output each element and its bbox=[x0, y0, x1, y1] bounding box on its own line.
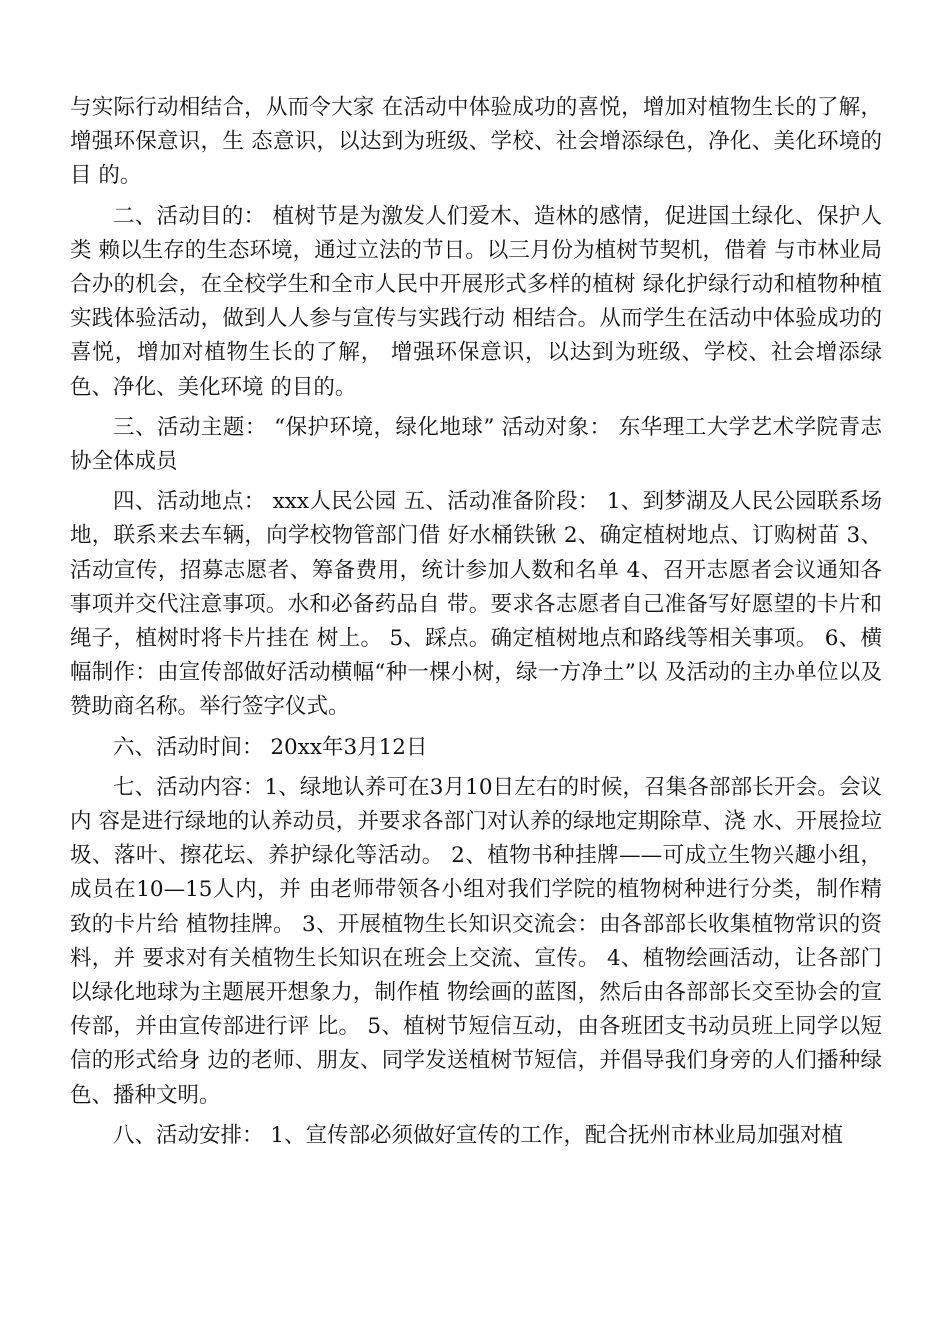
paragraph-activity-purpose: 二、活动目的： 植树节是为激发人们爱木、造林的感情，促进国土绿化、保护人类 赖以生存的生态环境，通过立法的节日。以三月份为植树节契机，借着 与市林业局合办的机会，在全校学生和全市人民中开展形式多样的植树 绿化护绿行动和植物种植实践体验活动，做到人人参与宣传与实践行动 相结合。从而学生在活动中体验成功的喜悦，增加对植物生长的了解， 增强环保意识，以达到为班级、学校、社会增添绿色、净化、美化环境 的目的。 bbox=[70, 203, 882, 400]
paragraph-activity-content: 七、活动内容：1、绿地认养可在3月10日左右的时候，召集各部部长开会。会议内 容是进行绿地的认养动员，并要求各部门对认养的绿地定期除草、浇 水、开展捡垃圾、落叶、擦花坛、养护绿化等活动。 2、植物书种挂牌——可成立生物兴趣小组，成员在10—15人内，并 由老师带领各小组对我们学院的植物树种进行分类，制作精致的卡片给 植物挂牌。 3、开展植物生长知识交流会：由各部部长收集植物常识的资料，并 要求对有关植物生长知识在班会上交流、宣传。 4、植物绘画活动，让各部门以绿化地球为主题展开想象力，制作植 物绘画的蓝图，然后由各部部长交至协会的宣传部，并由宣传部进行评 比。 5、植树节短信互动，由各班团支书动员班上同学以短信的形式给身 边的老师、朋友、同学发送植树节短信，并倡导我们身旁的人们播种绿 色、播种文明。 bbox=[70, 774, 882, 1108]
paragraph-activity-theme: 三、活动主题： “保护环境，绿化地球” 活动对象： 东华理工大学艺术学院青志协全体成员 bbox=[70, 414, 882, 475]
paragraph-intro-continuation: 与实际行动相结合，从而令大家 在活动中体验成功的喜悦，增加对植物生长的了解，增强环保意识，生 态意识，以达到为班级、学校、社会增添绿色，净化、美化环境的目 的。 bbox=[70, 95, 882, 189]
paragraph-activity-arrangement: 八、活动安排： 1、宣传部必须做好宣传的工作，配合抚州市林业局加强对植 bbox=[113, 1122, 844, 1148]
paragraph-activity-location: 四、活动地点： xxx人民公园 五、活动准备阶段： 1、到梦湖及人民公园联系场地，联系来去车辆，向学校物管部门借 好水桶铁锹 2、确定植树地点、订购树苗 3、活动宣传，招募志愿者、筹备费用，统计参加人数和名单 4、召开志愿者会议通知各事项并交代注意事项。水和必备药品自 带。要求各志愿者自己准备写好愿望的卡片和绳子，植树时将卡片挂在 树上。 5、踩点。确定植树地点和路线等相关事项。 6、横幅制作：由宣传部做好活动横幅“种一棵小树，绿一方净土”以 及活动的主办单位以及赞助商名称。举行签字仪式。 bbox=[70, 489, 882, 720]
paragraph-activity-time: 六、活动时间： 20xx年3月12日 bbox=[113, 734, 428, 760]
